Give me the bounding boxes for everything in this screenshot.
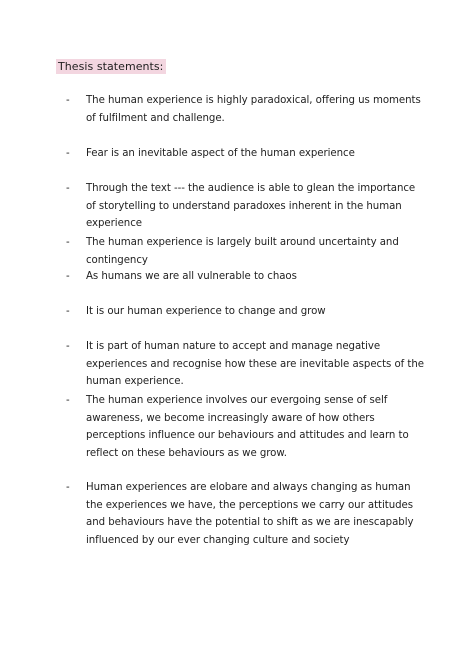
statement-text: The human experience involves our evergoing sense of self awareness, we become increasingly aware of how others perceptions influence our behaviours and attitudes and learn to reflect on these behaviours as we grow. <box>86 395 409 459</box>
bullet-dash: - <box>66 395 70 406</box>
list-item <box>66 338 428 391</box>
list-item <box>66 145 428 163</box>
statement-text: The human experience is highly paradoxical, offering us moments of fulfilment and challenge. <box>86 95 421 124</box>
statement-text: The human experience is largely built around uncertainty and contingency <box>86 237 399 266</box>
bullet-dash: - <box>66 95 70 106</box>
statement-text: As humans we are all vulnerable to chaos <box>86 271 297 282</box>
bullet-dash: - <box>66 237 70 248</box>
list-item <box>66 92 428 127</box>
statement-text: Fear is an inevitable aspect of the human experience <box>86 148 355 159</box>
list-item <box>66 479 428 549</box>
statement-text: It is part of human nature to accept and manage negative experiences and recognise how these are inevitable aspects of the human experience. <box>86 341 424 388</box>
bullet-dash: - <box>66 482 70 493</box>
list-item <box>66 180 428 233</box>
list-item <box>66 234 428 269</box>
bullet-dash: - <box>66 148 70 159</box>
statement-text: Human experiences are elobare and always changing as human the experiences we have, the perceptions we carry our attitudes and behaviours have the potential to shift as we are inescapably influenced by our ever changing culture and society <box>86 482 414 546</box>
bullet-dash: - <box>66 183 70 194</box>
statement-text: Through the text --- the audience is able to glean the importance of storytelling to understand paradoxes inherent in the human experience <box>86 183 416 230</box>
list-item <box>66 303 428 321</box>
list-item <box>66 268 428 286</box>
list-item <box>66 392 428 462</box>
bullet-dash: - <box>66 306 70 317</box>
bullet-dash: - <box>66 341 70 352</box>
thesis-heading: Thesis statements: <box>56 59 166 74</box>
bullet-dash: - <box>66 271 70 282</box>
statement-text: It is our human experience to change and grow <box>86 306 326 317</box>
